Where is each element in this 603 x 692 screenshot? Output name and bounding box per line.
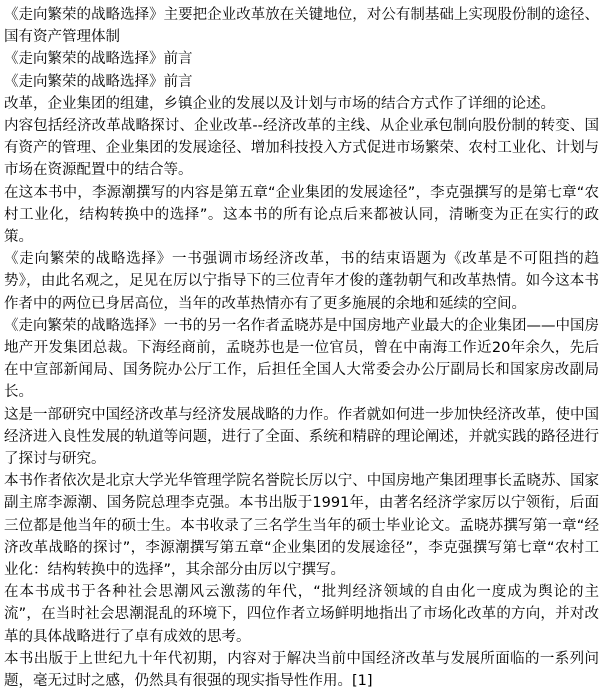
paragraph: 在本书成书于各种社会思潮风云激荡的年代，“批判经济领域的自由化一度成为舆论的主流”，在当时社会思潮混乱的环境下，四位作者立场鲜明地指出了市场化改革的方向，并对改革的具体战略进行了卓有成效的思考。 bbox=[4, 584, 599, 645]
paragraph: 《走向繁荣的战略选择》主要把企业改革放在关键地位，对公有制基础上实现股份制的途径、国有资产管理体制 bbox=[4, 7, 599, 46]
paragraph: 《走向繁荣的战略选择》前言 bbox=[4, 73, 193, 90]
paragraph: 改革，企业集团的组建，乡镇企业的发展以及计划与市场的结合方式作了详细的论述。 bbox=[4, 95, 555, 112]
paragraph: 内容包括经济改革战略探讨、企业改革--经济改革的主线、从企业承包制向股份制的转变、国有资产的管理、企业集团的发展途径、增加科技投入方式促进市场繁荣、农村工业化、计划与市场在资源配置中的结合等。 bbox=[4, 118, 599, 179]
paragraph: 本书作者依次是北京大学光华管理学院名誉院长厉以宁、中国房地产集团理事长孟晓苏、国家副主席李源潮、国务院总理李克强。本书出版于1991年，由著名经济学家厉以宁领衔，后面三位都是他当年的硕士生。本书收录了三名学生当年的硕士毕业论文。孟晓苏撰写第一章“经济改革战略的探讨”，李源潮撰写第五章“企业集团的发展途径”，李克强撰写第七章“农村工业化：结构转换中的选择”，其余部分由厉以宁撰写。 bbox=[4, 473, 599, 579]
paragraph: 本书出版于上世纪九十年代初期，内容对于解决当前中国经济改革与发展所面临的一系列问题，毫无过时之感，仍然具有很强的现实指导性作用。[1] bbox=[4, 650, 599, 690]
paragraph: 《走向繁荣的战略选择》一书强调市场经济改革，书的结束语题为《改革是不可阻挡的趋势》，由此名观之，足见在厉以宁指导下的三位青年才俊的蓬勃朝气和改革热情。如今这本书作者中的两位已身居高位，当年的改革热情亦有了更多施展的余地和延续的空间。 bbox=[4, 251, 599, 312]
paragraph: 《走向繁荣的战略选择》前言 bbox=[4, 51, 193, 68]
paragraph: 在这本书中，李源潮撰写的内容是第五章“企业集团的发展途径”，李克强撰写的是第七章“农村工业化，结构转换中的选择”。这本书的所有论点后来都被认同，清晰变为正在实行的政策。 bbox=[4, 184, 599, 246]
paragraph: 这是一部研究中国经济改革与经济发展战略的力作。作者就如何进一步加快经济改革，使中国经济进入良性发展的轨道等问题，进行了全面、系统和精辟的理论阐述，并就实践的路径进行了探讨与研究。 bbox=[4, 406, 599, 468]
paragraph: 《走向繁荣的战略选择》一书的另一名作者孟晓苏是中国房地产业最大的企业集团——中国房地产开发集团总裁。下海经商前，孟晓苏也是一位官员，曾在中南海工作近20年余久，先后在中宣部新闻局、国务院办公厅工作，后担任全国人大常委会办公厅副局长和国家房改副局长。 bbox=[4, 317, 599, 401]
